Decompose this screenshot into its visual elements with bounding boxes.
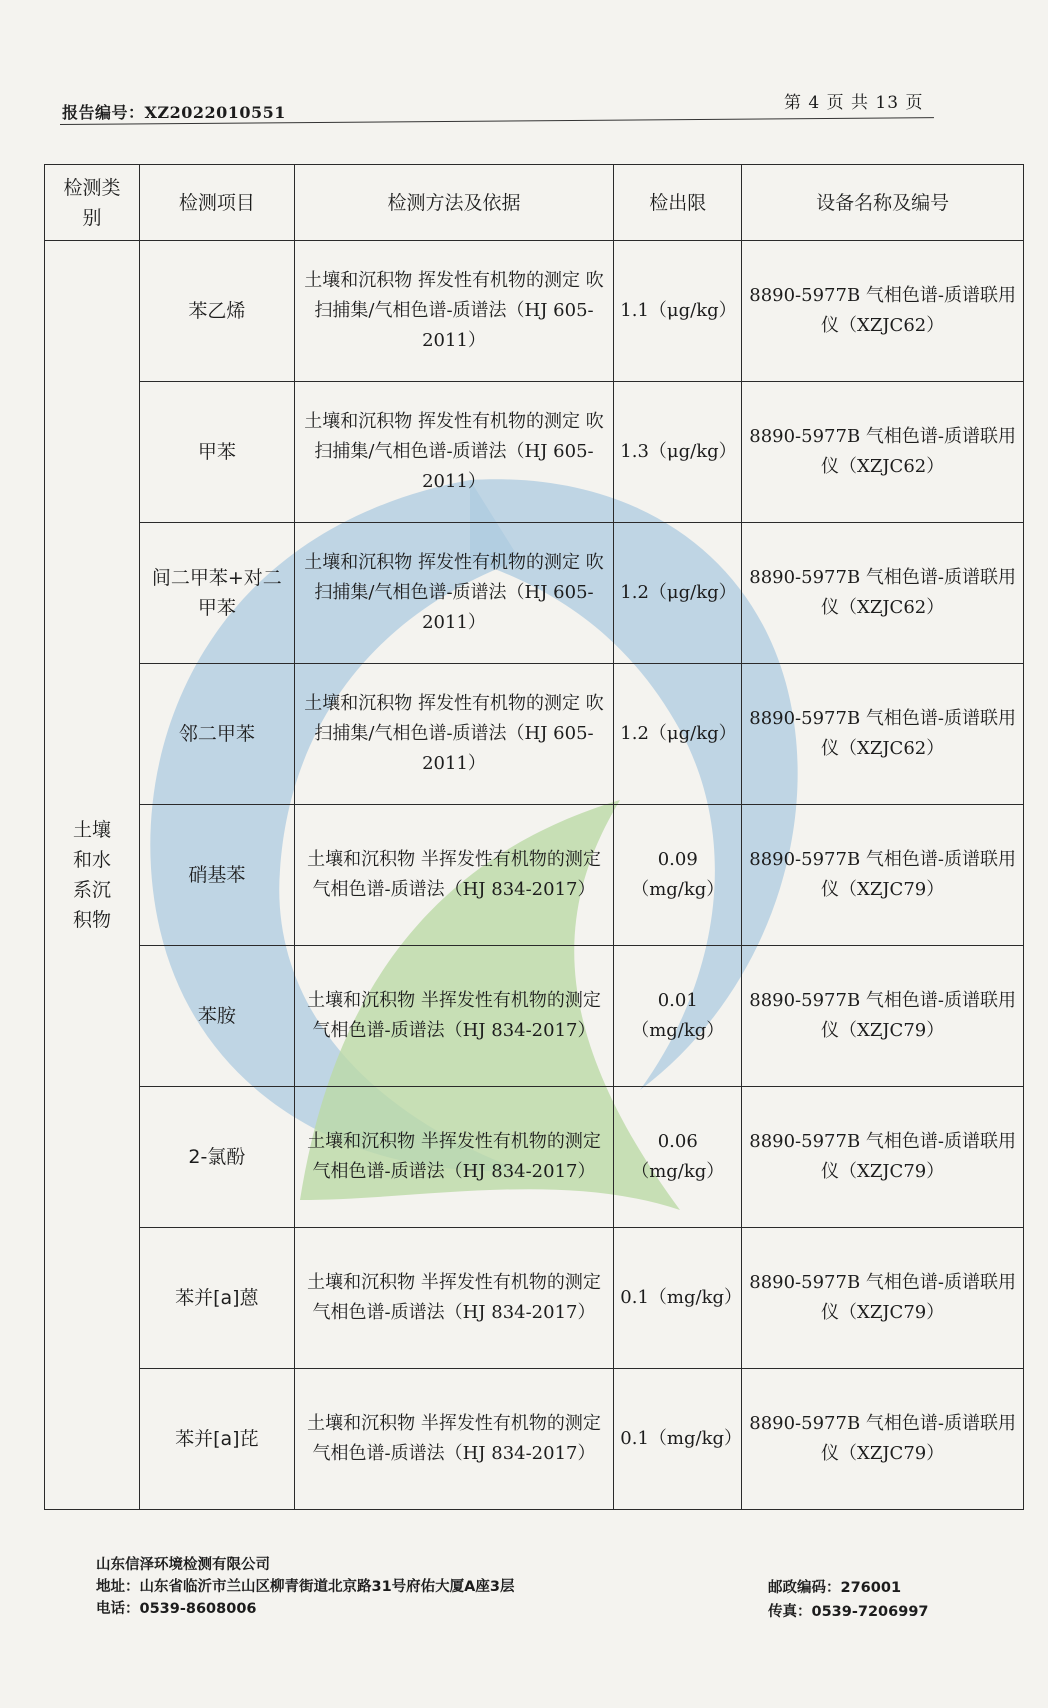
method-cell: 土壤和沉积物 半挥发性有机物的测定 气相色谱-质谱法（HJ 834-2017） [294, 1087, 614, 1228]
table-row [45, 1228, 1024, 1369]
company-address: 地址：山东省临沂市兰山区柳青街道北京路31号府佑大厦A座3层 [96, 1579, 515, 1595]
table-row [45, 805, 1024, 946]
table-row [45, 664, 1024, 805]
item-cell: 苯并[a]蒽 [139, 1228, 294, 1369]
limit-cell: 1.1（μg/kg） [614, 241, 742, 382]
item-cell: 硝基苯 [139, 805, 294, 946]
item-cell: 邻二甲苯 [139, 664, 294, 805]
col-header-equipment: 设备名称及编号 [742, 165, 1024, 241]
limit-cell: 1.3（μg/kg） [614, 382, 742, 523]
item-cell: 苯胺 [139, 946, 294, 1087]
item-cell: 苯并[a]芘 [139, 1369, 294, 1510]
footer-contact [96, 1554, 515, 1620]
method-cell: 土壤和沉积物 半挥发性有机物的测定 气相色谱-质谱法（HJ 834-2017） [294, 946, 614, 1087]
item-cell: 甲苯 [139, 382, 294, 523]
fax: 传真：0539-7206997 [768, 1604, 929, 1620]
method-cell: 土壤和沉积物 半挥发性有机物的测定 气相色谱-质谱法（HJ 834-2017） [294, 805, 614, 946]
method-cell: 土壤和沉积物 半挥发性有机物的测定 气相色谱-质谱法（HJ 834-2017） [294, 1228, 614, 1369]
equipment-cell: 8890-5977B 气相色谱-质谱联用仪（XZJC79） [742, 805, 1024, 946]
limit-cell: 1.2（μg/kg） [614, 664, 742, 805]
item-cell: 间二甲苯+对二甲苯 [139, 523, 294, 664]
table-header-row [45, 165, 1024, 241]
equipment-cell: 8890-5977B 气相色谱-质谱联用仪（XZJC79） [742, 946, 1024, 1087]
test-method-table [44, 164, 1024, 1510]
item-cell: 苯乙烯 [139, 241, 294, 382]
limit-cell: 0.1（mg/kg） [614, 1228, 742, 1369]
table-row [45, 1369, 1024, 1510]
footer-contact-right [768, 1576, 929, 1624]
limit-cell: 0.1（mg/kg） [614, 1369, 742, 1510]
method-cell: 土壤和沉积物 挥发性有机物的测定 吹扫捕集/气相色谱-质谱法（HJ 605-2011） [294, 382, 614, 523]
category-cell: 土壤和水系沉积物 [45, 241, 140, 1510]
limit-cell: 0.06（mg/kg） [614, 1087, 742, 1228]
equipment-cell: 8890-5977B 气相色谱-质谱联用仪（XZJC79） [742, 1087, 1024, 1228]
method-cell: 土壤和沉积物 挥发性有机物的测定 吹扫捕集/气相色谱-质谱法（HJ 605-2011） [294, 523, 614, 664]
equipment-cell: 8890-5977B 气相色谱-质谱联用仪（XZJC62） [742, 241, 1024, 382]
col-header-item: 检测项目 [139, 165, 294, 241]
table-row [45, 241, 1024, 382]
equipment-cell: 8890-5977B 气相色谱-质谱联用仪（XZJC79） [742, 1369, 1024, 1510]
method-cell: 土壤和沉积物 半挥发性有机物的测定 气相色谱-质谱法（HJ 834-2017） [294, 1369, 614, 1510]
item-cell: 2-氯酚 [139, 1087, 294, 1228]
col-header-limit: 检出限 [614, 165, 742, 241]
limit-cell: 0.09（mg/kg） [614, 805, 742, 946]
col-header-method: 检测方法及依据 [294, 165, 614, 241]
table-row [45, 946, 1024, 1087]
equipment-cell: 8890-5977B 气相色谱-质谱联用仪（XZJC62） [742, 382, 1024, 523]
limit-cell: 1.2（μg/kg） [614, 523, 742, 664]
equipment-cell: 8890-5977B 气相色谱-质谱联用仪（XZJC62） [742, 664, 1024, 805]
page-indicator: 第 4 页 共 13 页 [784, 93, 924, 113]
table-row [45, 1087, 1024, 1228]
company-name: 山东信泽环境检测有限公司 [96, 1557, 270, 1573]
company-phone: 电话：0539-8608006 [96, 1601, 257, 1617]
equipment-cell: 8890-5977B 气相色谱-质谱联用仪（XZJC62） [742, 523, 1024, 664]
postcode: 邮政编码：276001 [768, 1580, 902, 1596]
method-cell: 土壤和沉积物 挥发性有机物的测定 吹扫捕集/气相色谱-质谱法（HJ 605-2011） [294, 241, 614, 382]
col-header-category: 检测类别 [45, 165, 140, 241]
report-number: 报告编号：XZ2022010551 [62, 103, 286, 122]
method-cell: 土壤和沉积物 挥发性有机物的测定 吹扫捕集/气相色谱-质谱法（HJ 605-2011） [294, 664, 614, 805]
table-row [45, 382, 1024, 523]
equipment-cell: 8890-5977B 气相色谱-质谱联用仪（XZJC79） [742, 1228, 1024, 1369]
table-row [45, 523, 1024, 664]
limit-cell: 0.01（mg/kg） [614, 946, 742, 1087]
